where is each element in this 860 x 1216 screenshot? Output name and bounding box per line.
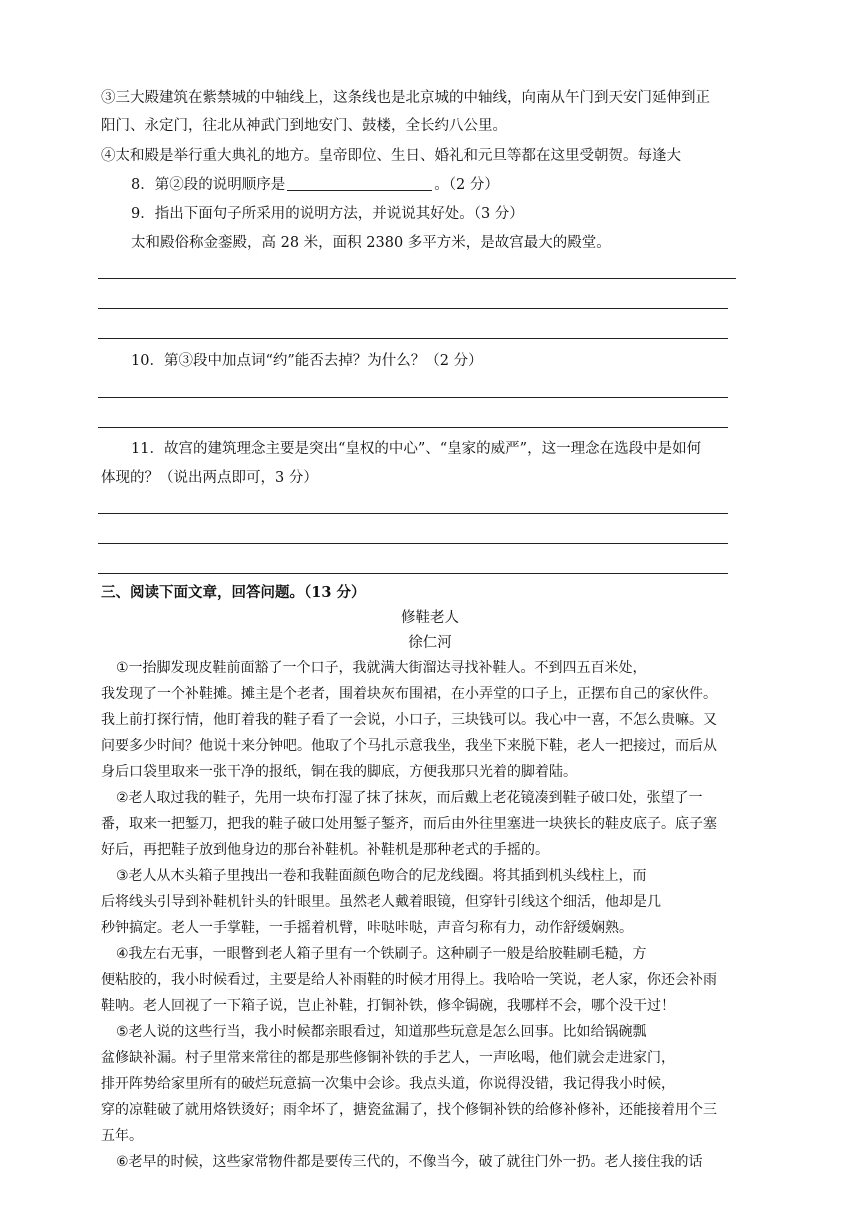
essay-author: 徐仁河 bbox=[408, 635, 452, 651]
essay-line: ②老人取过我的鞋子，先用一块布打湿了抹了抹灰，而后戴上老花镜凑到鞋子破口处，张望了一 bbox=[116, 790, 703, 806]
essay-line: ⑤老人说的这些行当，我小时候都亲眼看过，知道那些玩意是怎么回事。比如给锅碗瓢 bbox=[116, 1024, 647, 1040]
question-8-suffix: 。（2 分） bbox=[434, 177, 499, 193]
section-3-heading: 三、阅读下面文章，回答问题。（13 分） bbox=[101, 584, 366, 601]
essay-line: ③老人从木头箱子里拽出一卷和我鞋面颜色吻合的尼龙线圈。将其插到机头线柱上，而 bbox=[116, 868, 647, 884]
question-11-line-1: 11．故宫的建筑理念主要是突出“皇权的中心”、“皇家的威严”，这一理念在选段中是如何 bbox=[131, 441, 702, 457]
essay-line: ①一抬脚发现皮鞋前面豁了一个口子，我就满大街溜达寻找补鞋人。不到四五百米处， bbox=[116, 660, 647, 676]
essay-line: 排开阵势给家里所有的破烂玩意搞一次集中会诊。我点头道，你说得没错，我记得我小时候， bbox=[101, 1076, 675, 1092]
passage-paragraph-3-line-2: 阳门、永定门，往北从神武门到地安门、鼓楼，全长约八公里。 bbox=[101, 118, 507, 134]
essay-line: 秒钟搞定。老人一手掌鞋，一手摇着机臂，咔哒咔哒，声音匀称有力，动作舒缓娴熟。 bbox=[101, 920, 633, 936]
answer-line[interactable] bbox=[98, 397, 728, 398]
question-11-line-2: 体现的？（说出两点即可，3 分） bbox=[101, 470, 318, 486]
question-10: 10．第③段中加点词“约”能否去掉？为什么？（2 分） bbox=[131, 353, 483, 369]
passage-paragraph-4-line-1: ④太和殿是举行重大典礼的地方。皇帝即位、生日、婚礼和元旦等都在这里受朝贺。每逢大 bbox=[101, 148, 681, 164]
essay-line: 我上前打探行情，他盯着我的鞋子看了一会说，小口子，三块钱可以。我心中一喜，不怎么贵嘛。又 bbox=[101, 712, 717, 728]
essay-line: 好后，再把鞋子放到他身边的那台补鞋机。补鞋机是那种老式的手摇的。 bbox=[101, 842, 549, 858]
essay-line: ④我左右无事，一眼瞥到老人箱子里有一个铁刷子。这种刷子一般是给胶鞋刷毛糙，方 bbox=[116, 946, 647, 962]
answer-line[interactable] bbox=[98, 427, 728, 428]
question-9: 9．指出下面句子所采用的说明方法，并说说其好处。（3 分） bbox=[131, 206, 524, 222]
answer-line[interactable] bbox=[98, 278, 736, 279]
essay-line: ⑥老早的时候，这些家常物件都是要传三代的，不像当今，破了就往门外一扔。老人接住我的话 bbox=[116, 1154, 703, 1170]
essay-line: 穿的凉鞋破了就用烙铁烫好；雨伞坏了，搪瓷盆漏了，找个修铜补铁的给修补修补，还能接着用个三 bbox=[101, 1102, 717, 1118]
answer-line[interactable] bbox=[98, 308, 728, 309]
essay-line: 便粘胶的，我小时候看过，主要是给人补雨鞋的时候才用得上。我哈哈一笑说，老人家，你还会补雨 bbox=[101, 972, 717, 988]
essay-line: 后将线头引导到补鞋机针头的针眼里。虽然老人戴着眼镜，但穿针引线这个细活，他却是几 bbox=[101, 894, 661, 910]
question-8-answer-blank[interactable] bbox=[287, 176, 432, 191]
essay-line: 鞋呐。老人回视了一下箱子说，岂止补鞋，打铜补铁，修伞锔碗，我哪样不会，哪个没干过！ bbox=[101, 998, 675, 1014]
essay-line: 五年。 bbox=[101, 1128, 143, 1144]
answer-line[interactable] bbox=[98, 513, 728, 514]
question-9-sentence: 太和殿俗称金銮殿，高 28 米，面积 2380 多平方米，是故宫最大的殿堂。 bbox=[131, 235, 611, 251]
answer-line[interactable] bbox=[98, 543, 728, 544]
essay-line: 我发现了一个补鞋摊。摊主是个老者，围着块灰布围裙，在小弄堂的口子上，正摆布自己的家伙件。 bbox=[101, 686, 717, 702]
essay-line: 盆修缺补漏。村子里常来常往的都是那些修铜补铁的手艺人，一声吆喝，他们就会走进家门， bbox=[101, 1050, 675, 1066]
question-8-prefix: 8．第②段的说明顺序是 bbox=[131, 177, 286, 193]
answer-line[interactable] bbox=[98, 573, 728, 574]
answer-line[interactable] bbox=[98, 338, 728, 339]
question-8 bbox=[131, 175, 499, 195]
passage-paragraph-3-line-1: ③三大殿建筑在紫禁城的中轴线上，这条线也是北京城的中轴线，向南从午门到天安门延伸到正 bbox=[101, 90, 710, 106]
essay-title: 修鞋老人 bbox=[401, 610, 459, 626]
essay-line: 身后口袋里取来一张干净的报纸，铜在我的脚底，方便我那只光着的脚着陆。 bbox=[101, 764, 577, 780]
essay-line: 番，取来一把錾刀，把我的鞋子破口处用錾子錾齐，而后由外往里塞进一块狭长的鞋皮底子。底子塞 bbox=[101, 816, 717, 832]
essay-line: 问要多少时间？他说十来分钟吧。他取了个马扎示意我坐，我坐下来脱下鞋，老人一把接过，而后从 bbox=[101, 738, 717, 754]
